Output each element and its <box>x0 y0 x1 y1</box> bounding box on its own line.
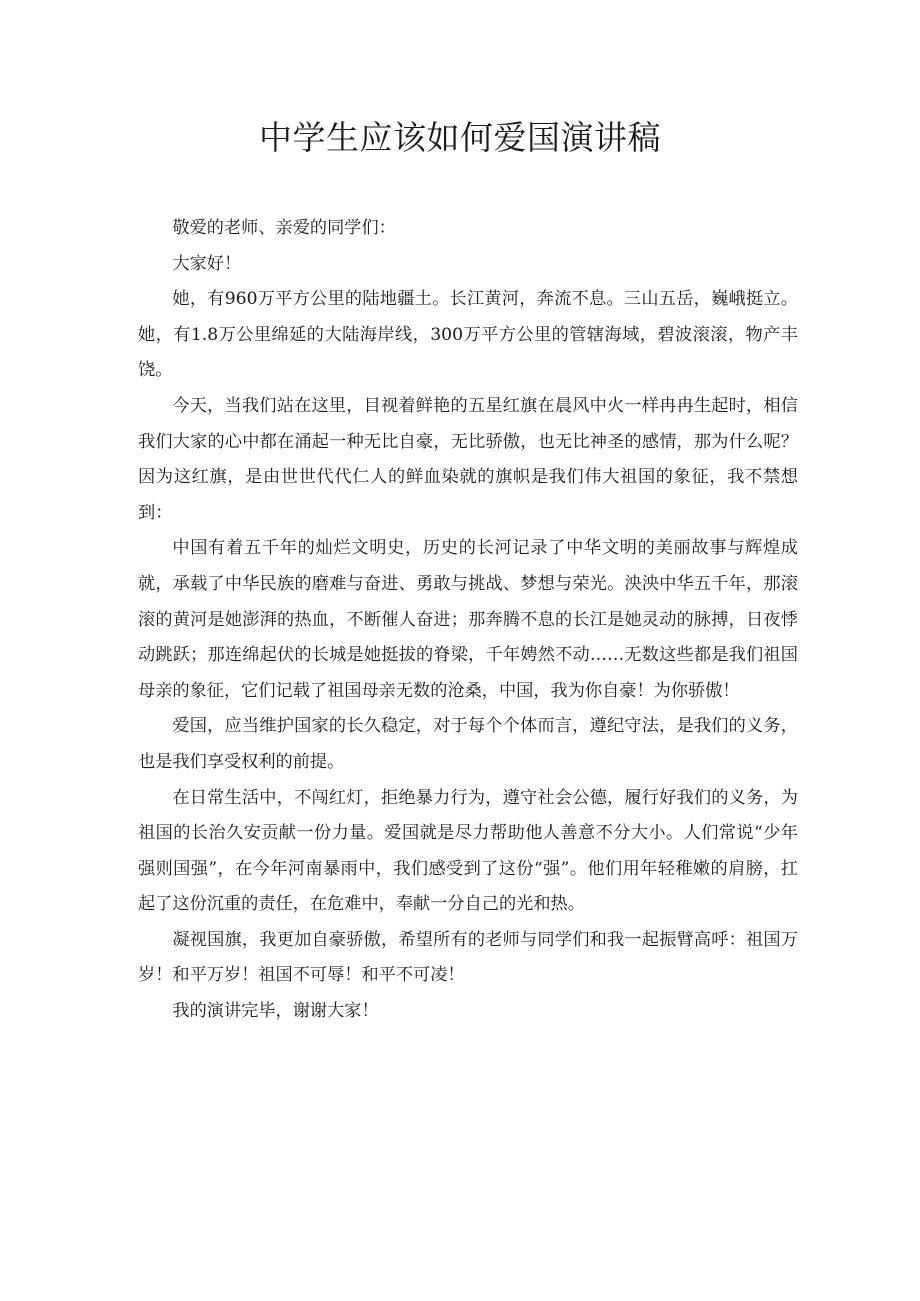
paragraph-territory: 她，有960万平方公里的陆地疆土。长江黄河，奔流不息。三山五岳，巍峨挺立。她，有1.8万公里绵延的大陆海岸线，300万平方公里的管辖海域，碧波滚滚，物产丰饶。 <box>138 289 798 381</box>
paragraph-closing: 我的演讲完毕，谢谢大家！ <box>172 1001 379 1022</box>
paragraph-cheer: 凝视国旗，我更加自豪骄傲，希望所有的老师与同学们和我一起振臂高呼：祖国万岁！和平万岁！祖国不可辱！和平不可凌！ <box>138 929 798 986</box>
paragraph-salutation: 敬爱的老师、亲爱的同学们： <box>172 218 396 238</box>
paragraph-history: 中国有着五千年的灿烂文明史，历史的长河记录了中华文明的美丽故事与辉煌成就，承载了中华民族的磨难与奋进、勇敢与挑战、梦想与荣光。泱泱中华五千年，那滚滚的黄河是她澎湃的热血，不断催人奋进；那奔腾不息的长江是她灵动的脉搏，日夜悸动跳跃；那连绵起伏的长城是她挺拔的脊梁，千年娉然不动……无数这些都是我们祖国母亲的象征，它们记载了祖国母亲无数的沧桑，中国，我为你自豪！为你骄傲！ <box>138 538 798 701</box>
paragraph-stability: 爱国，应当维护国家的长久稳定，对于每个个体而言，遵纪守法，是我们的义务，也是我们享受权利的前提。 <box>138 716 798 772</box>
speech-body <box>138 211 798 1030</box>
document-title: 中学生应该如何爱国演讲稿 <box>259 118 661 157</box>
paragraph-flag: 今天，当我们站在这里，目视着鲜艳的五星红旗在晨风中火一样冉冉生起时，相信我们大家的心中都在涌起一种无比自豪，无比骄傲，也无比神圣的感情，那为什么呢？因为这红旗，是由世世代代仁人的鲜血染就的旗帜是我们伟大祖国的象征，我不禁想到： <box>138 395 798 523</box>
paragraph-greeting: 大家好！ <box>172 253 242 274</box>
paragraph-daily-life: 在日常生活中，不闯红灯，拒绝暴力行为，遵守社会公德，履行好我们的义务，为祖国的长治久安贡献一份力量。爱国就是尽力帮助他人善意不分大小。人们常说“少年强则国强”，在今年河南暴雨中，我们感受到了这份“强”。他们用年轻稚嫩的肩膀，扛起了这份沉重的责任，在危难中，奉献一分自己的光和热。 <box>138 787 798 915</box>
